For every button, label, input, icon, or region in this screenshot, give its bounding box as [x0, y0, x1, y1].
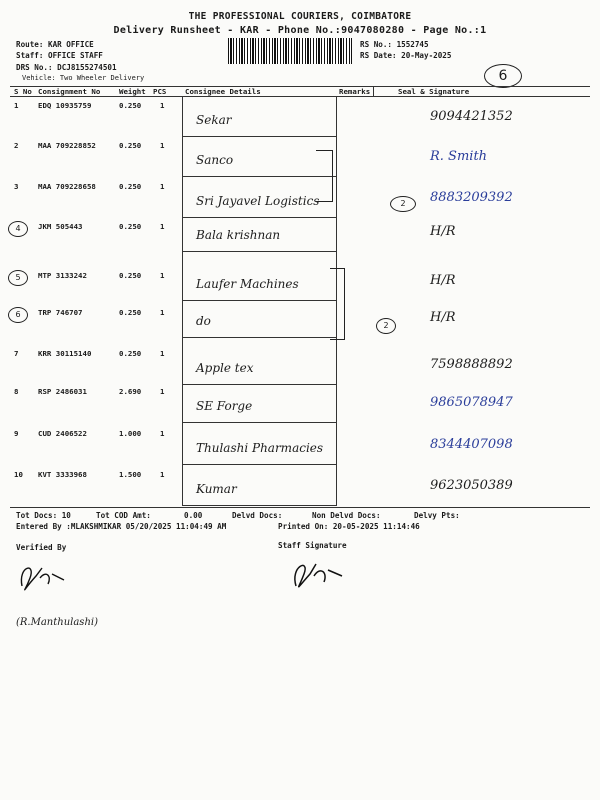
row-separator	[182, 300, 336, 301]
row-weight: 0.250	[119, 308, 142, 317]
delvd-docs: Delvd Docs:	[232, 511, 283, 520]
route: Route: KAR OFFICE	[16, 40, 94, 49]
row-pcs: 1	[160, 222, 165, 231]
remarks-mark: 2	[376, 318, 396, 334]
row-pcs: 1	[160, 182, 165, 191]
row-separator	[182, 422, 336, 423]
row-consignee: Laufer Machines	[196, 277, 299, 291]
col-consignment: Consignment No	[38, 87, 101, 96]
row-weight: 0.250	[119, 222, 142, 231]
row-sno: 9	[14, 429, 19, 438]
row-separator	[182, 176, 336, 177]
drs-no: DRS No.: DCJ8155274501	[16, 63, 117, 72]
staff: Staff: OFFICE STAFF	[16, 51, 103, 60]
row-signature: 9623050389	[430, 478, 513, 493]
non-delvd-docs: Non Delvd Docs:	[312, 511, 381, 520]
col-consignee: Consignee Details	[185, 87, 261, 96]
row-consignee: Bala krishnan	[196, 228, 281, 242]
row-signature: 7598888892	[430, 357, 513, 372]
row-sno: 7	[14, 349, 19, 358]
row-signature: 9865078947	[430, 395, 513, 410]
row-pcs: 1	[160, 308, 165, 317]
row-weight: 0.250	[119, 271, 142, 280]
row-pcs: 1	[160, 387, 165, 396]
row-circle-mark: 6	[8, 307, 28, 323]
barcode	[228, 38, 352, 64]
row-pcs: 1	[160, 271, 165, 280]
row-signature: 8344407098	[430, 437, 513, 452]
row-consignee: Sri Jayavel Logistics	[196, 194, 320, 208]
row-weight: 2.690	[119, 387, 142, 396]
row-pcs: 1	[160, 429, 165, 438]
row-separator	[182, 136, 336, 137]
tot-cod: Tot COD Amt:	[96, 511, 151, 520]
row-weight: 1.000	[119, 429, 142, 438]
col-sno: S No	[14, 87, 32, 96]
row-consignment: TRP 746707	[38, 308, 83, 317]
cod-value: 0.00	[184, 511, 203, 520]
row-sno: 8	[14, 387, 19, 396]
verified-by-label: Verified By	[16, 543, 67, 552]
row-signature: H/R	[430, 273, 456, 288]
verifier-signature	[12, 556, 72, 596]
row-consignment: MAA 709228658	[38, 182, 96, 191]
staff-signature-label: Staff Signature	[278, 541, 347, 550]
row-separator	[182, 337, 336, 338]
row-sno: 10	[14, 470, 23, 479]
row-circle-mark: 4	[8, 221, 28, 237]
bracket-top	[316, 150, 333, 202]
row-consignment: EDQ 10935759	[38, 101, 92, 110]
col-signature: Seal & Signature	[398, 87, 470, 96]
row-signature: H/R	[430, 310, 456, 325]
row-signature: R. Smith	[430, 149, 488, 164]
printed-on: Printed On: 20-05-2025 11:14:46	[278, 522, 420, 531]
row-separator	[182, 384, 336, 385]
row-separator	[182, 217, 336, 218]
row-consignee: Apple tex	[196, 361, 254, 375]
rs-date: RS Date: 20-May-2025	[360, 51, 452, 60]
row-consignment: KRR 30115140	[38, 349, 92, 358]
col-remarks: Remarks	[339, 87, 371, 96]
remarks-mark-2: 2	[390, 196, 416, 212]
remarks-col-right	[373, 86, 374, 96]
row-signature: 8883209392	[430, 190, 513, 205]
entered-by: Entered By :MLAKSHMIKAR 05/20/2025 11:04:49 AM	[16, 522, 227, 531]
row-separator	[182, 505, 336, 506]
row-pcs: 1	[160, 101, 165, 110]
row-consignee: Sekar	[196, 113, 232, 127]
row-consignee: do	[196, 314, 211, 328]
col-pcs: PCS	[153, 87, 167, 96]
row-sno: 3	[14, 182, 19, 191]
row-consignee: Sanco	[196, 153, 234, 167]
consignee-col-left	[182, 96, 183, 506]
vehicle: Vehicle: Two Wheeler Delivery	[22, 74, 145, 82]
row-consignee: Kumar	[196, 482, 237, 496]
rs-no: RS No.: 1552745	[360, 40, 429, 49]
bracket-bottom	[330, 268, 345, 340]
col-weight: Weight	[119, 87, 146, 96]
row-consignment: CUD 2406522	[38, 429, 87, 438]
staff-signature	[284, 552, 354, 594]
row-weight: 0.250	[119, 349, 142, 358]
company-name: THE PROFESSIONAL COURIERS, COIMBATORE	[188, 11, 412, 22]
table-header-line	[10, 96, 590, 97]
row-sno: 2	[14, 141, 19, 150]
row-consignment: JKM 505443	[38, 222, 83, 231]
row-weight: 0.250	[119, 182, 142, 191]
row-consignee: Thulashi Pharmacies	[196, 441, 324, 455]
verifier-name: (R.Manthulashi)	[16, 617, 98, 628]
row-weight: 1.500	[119, 470, 142, 479]
page-corner-mark: 6	[484, 64, 522, 88]
row-pcs: 1	[160, 141, 165, 150]
row-pcs: 1	[160, 470, 165, 479]
row-consignment: KVT 3333968	[38, 470, 87, 479]
row-sno: 1	[14, 101, 19, 110]
row-separator	[182, 251, 336, 252]
runsheet-title: Delivery Runsheet - KAR - Phone No.:9047080280 - Page No.:1	[113, 25, 487, 36]
row-weight: 0.250	[119, 101, 142, 110]
row-signature: H/R	[430, 224, 456, 239]
delvy-pts: Delvy Pts:	[414, 511, 460, 520]
row-separator	[182, 464, 336, 465]
footer-line	[10, 507, 590, 508]
row-consignment: RSP 2486031	[38, 387, 87, 396]
row-signature: 9094421352	[430, 109, 513, 124]
tot-docs: Tot Docs: 10	[16, 511, 71, 520]
row-consignee: SE Forge	[196, 399, 253, 413]
row-pcs: 1	[160, 349, 165, 358]
row-circle-mark: 5	[8, 270, 28, 286]
row-weight: 0.250	[119, 141, 142, 150]
row-consignment: MTP 3133242	[38, 271, 87, 280]
row-consignment: MAA 709228852	[38, 141, 96, 150]
